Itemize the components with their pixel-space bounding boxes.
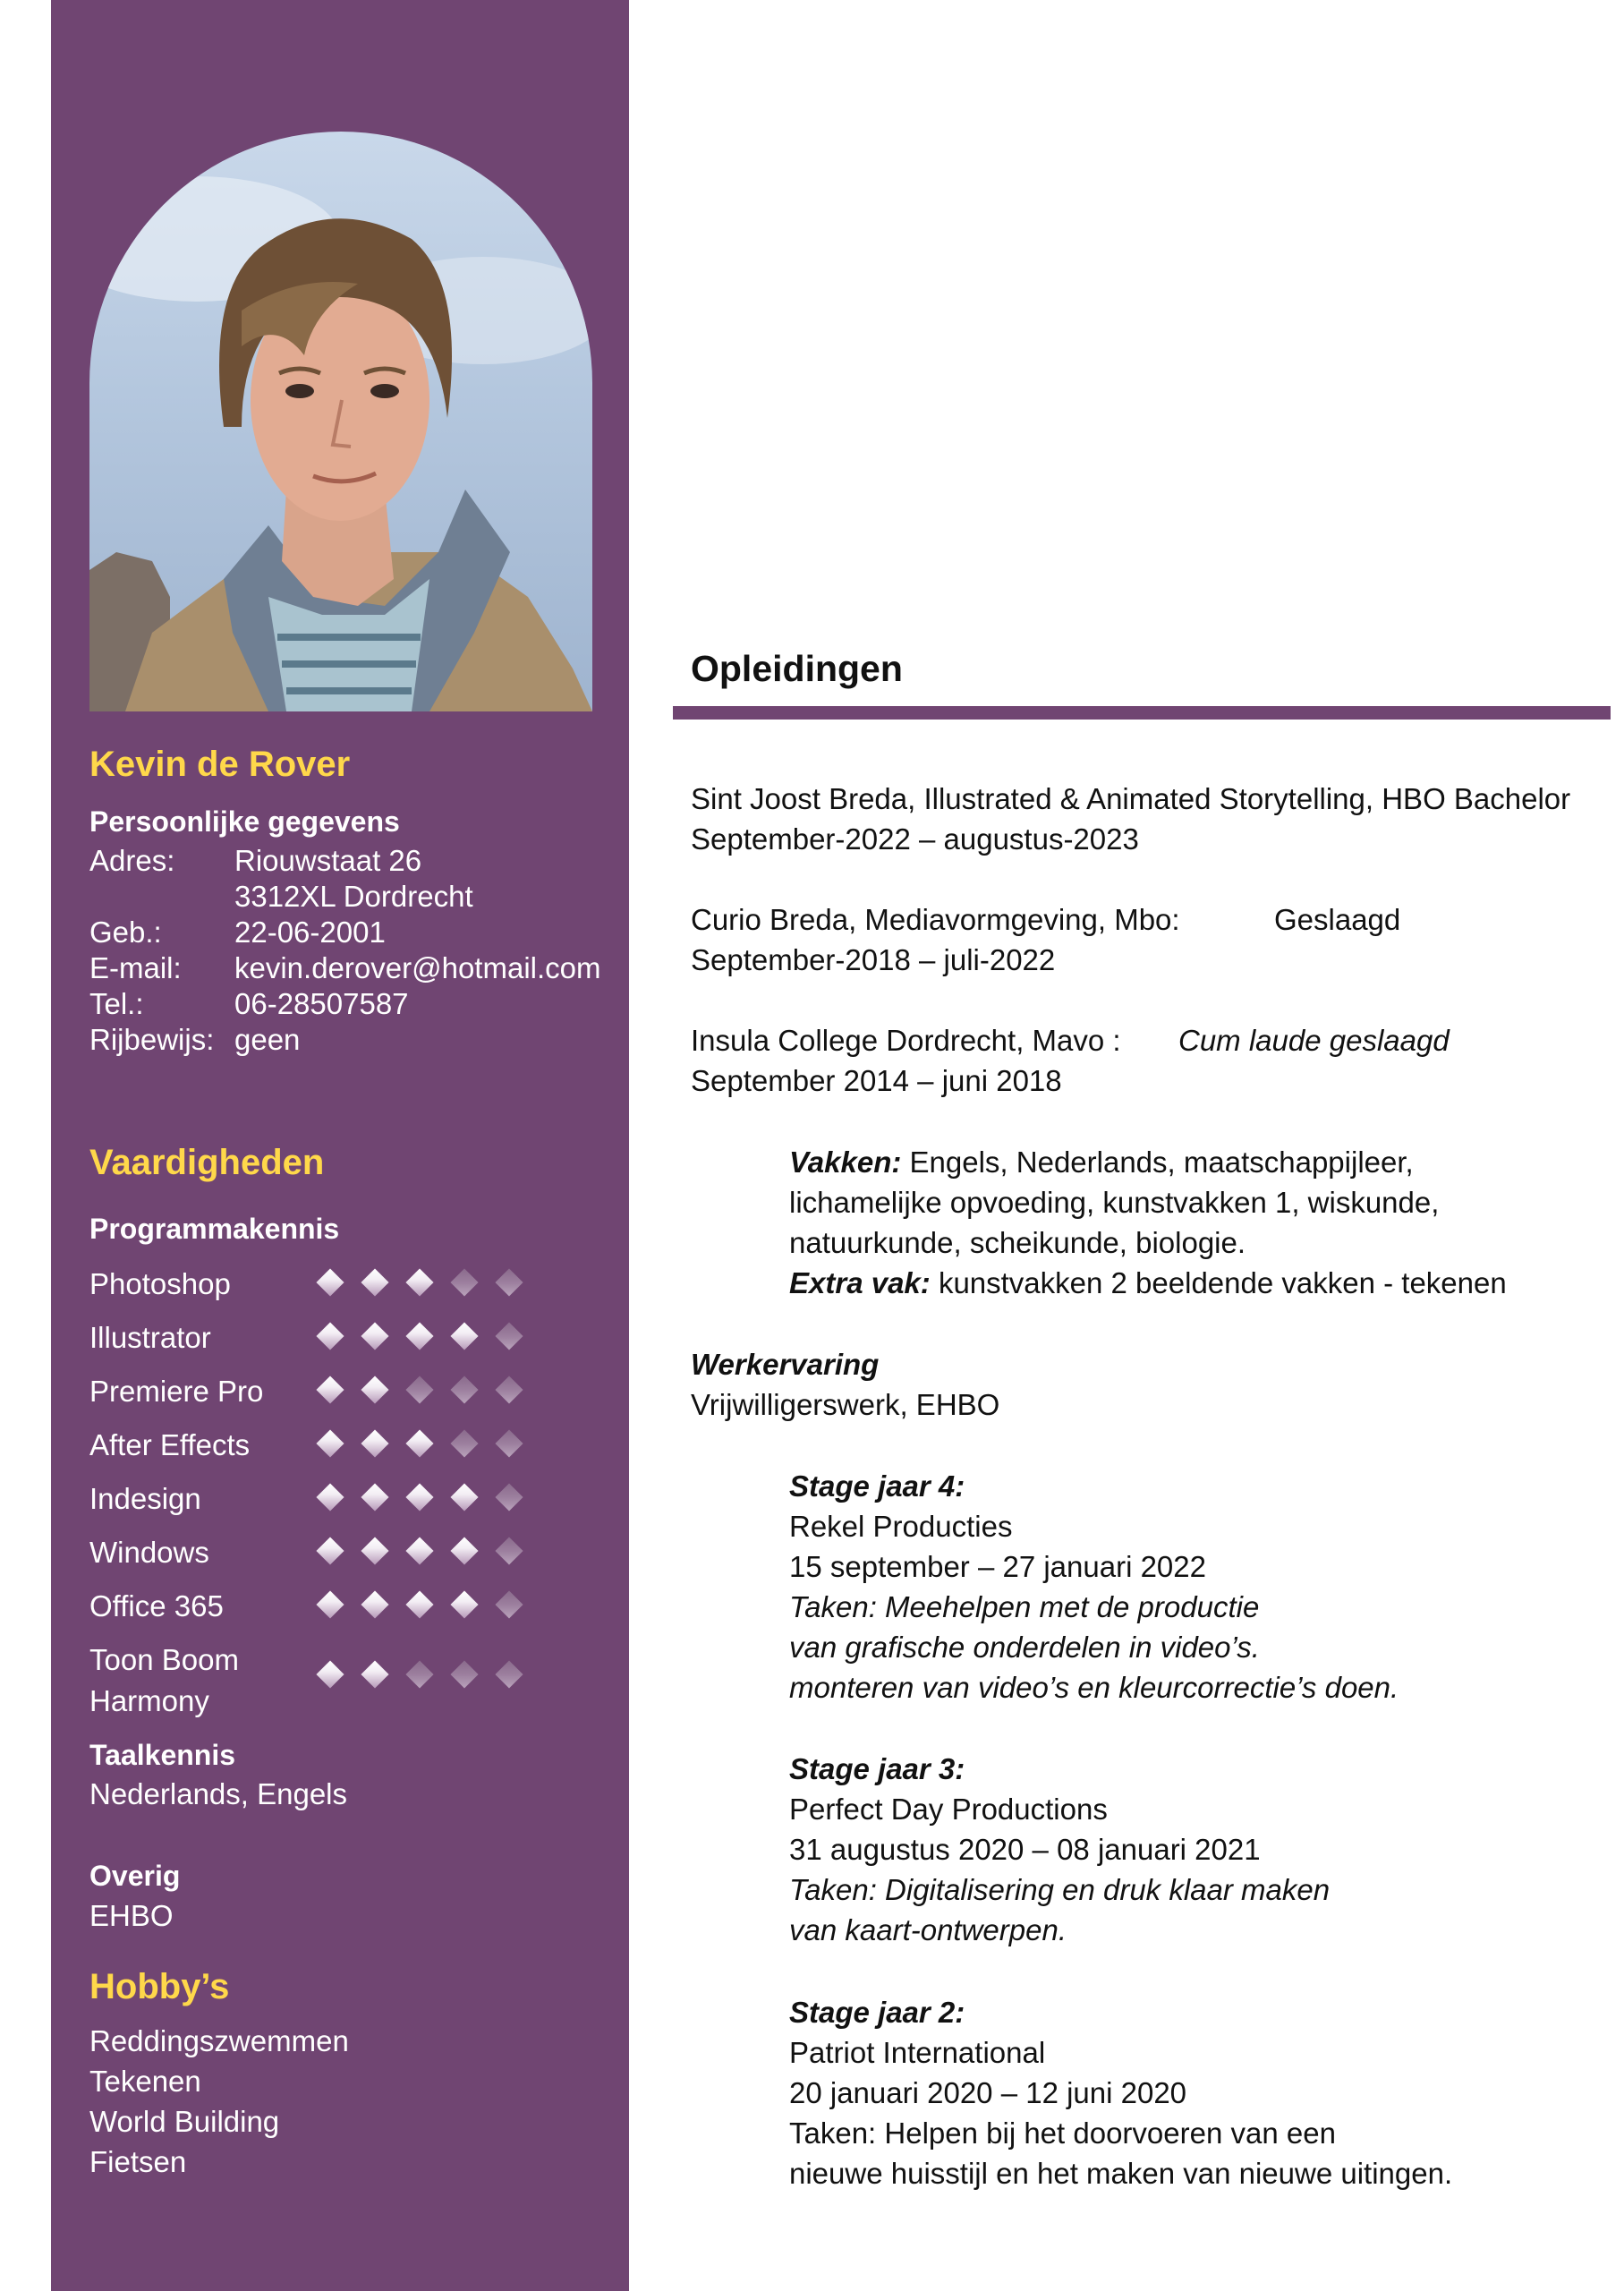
education-entry-2-result: Geslaagd — [1274, 903, 1401, 936]
extra-subject-text: kunstvakken 2 beeldende vakken - tekenen — [938, 1266, 1507, 1299]
education-heading: Opleidingen — [691, 648, 903, 689]
rating-diamond-filled — [316, 1483, 344, 1511]
internship-company: Patriot International — [789, 2036, 1046, 2069]
rating-diamond-empty — [450, 1375, 478, 1403]
rating-diamond-filled — [405, 1537, 433, 1564]
personal-details-heading: Persoonlijke gegevens — [89, 805, 400, 838]
rating-diamond-filled — [316, 1429, 344, 1457]
internship-task-line: Taken: Helpen bij het doorvoeren van een — [789, 2116, 1336, 2150]
license-label: Rijbewijs: — [89, 1023, 215, 1056]
subjects-line-2: lichamelijke opvoeding, kunstvakken 1, wiskunde, — [789, 1186, 1440, 1219]
internship-task-line: Taken: Meehelpen met de productie — [789, 1590, 1260, 1623]
education-entry-1-period: September-2022 – augustus-2023 — [691, 822, 1139, 856]
rating-diamond-filled — [361, 1483, 388, 1511]
skill-row — [89, 1532, 555, 1586]
hobby-item: Fietsen — [89, 2145, 187, 2178]
rating-diamond-filled — [405, 1483, 433, 1511]
skill-name: Photoshop — [89, 1267, 231, 1300]
hobbies-heading: Hobby’s — [89, 1967, 230, 2006]
rating-diamond-filled — [450, 1483, 478, 1511]
rating-diamond-filled — [316, 1590, 344, 1618]
rating-diamond-filled — [316, 1660, 344, 1688]
rating-diamond-filled — [316, 1537, 344, 1564]
internship-task-line: van kaart-ontwerpen. — [789, 1913, 1067, 1946]
rating-diamond-filled — [316, 1375, 344, 1403]
internship-task-line: nieuwe huisstijl en het maken van nieuwe uitingen. — [789, 2157, 1453, 2190]
address-row — [89, 843, 421, 879]
rating-diamond-filled — [405, 1322, 433, 1350]
education-entry-1-line1: Sint Joost Breda, Illustrated & Animated Storytelling, HBO Bachelor — [691, 782, 1571, 815]
skill-name: Toon Boom — [89, 1643, 239, 1676]
rating-diamond-empty — [405, 1375, 433, 1403]
rating-diamond-empty — [495, 1322, 523, 1350]
skill-row — [89, 1425, 555, 1478]
skill-name: After Effects — [89, 1428, 251, 1461]
rating-diamond-empty — [495, 1375, 523, 1403]
rating-diamond-filled — [361, 1322, 388, 1350]
skill-name: Premiere Pro — [89, 1375, 264, 1408]
rating-diamond-filled — [361, 1429, 388, 1457]
rating-diamond-empty — [450, 1429, 478, 1457]
license-row — [89, 1022, 300, 1058]
skill-row — [89, 1264, 555, 1317]
rating-diamond-filled — [316, 1268, 344, 1296]
subjects-label: Vakken: — [789, 1146, 902, 1179]
rating-diamond-empty — [495, 1483, 523, 1511]
rating-diamond-empty — [450, 1660, 478, 1688]
internship-title: Stage jaar 2: — [789, 1996, 965, 2029]
rating-diamond-filled — [361, 1537, 388, 1564]
hobby-item: Reddingszwemmen — [89, 2024, 349, 2057]
address-value: Riouwstaat 26 — [234, 844, 422, 877]
hobby-item: World Building — [89, 2105, 280, 2138]
education-entry-3-period: September 2014 – juni 2018 — [691, 1064, 1062, 1097]
rating-diamond-empty — [495, 1429, 523, 1457]
internship-period: 15 september – 27 januari 2022 — [789, 1550, 1206, 1583]
internship-company: Rekel Producties — [789, 1510, 1013, 1543]
skill-name-line2: Harmony — [89, 1684, 209, 1717]
address-row-2 — [89, 879, 473, 915]
extra-subject-line — [789, 1263, 1507, 1303]
rating-diamond-filled — [405, 1429, 433, 1457]
rating-diamond-empty — [495, 1590, 523, 1618]
skills-heading: Vaardigheden — [89, 1143, 325, 1182]
volunteer-work: Vrijwilligerswerk, EHBO — [691, 1388, 1000, 1421]
internship-title: Stage jaar 3: — [789, 1752, 965, 1785]
rating-diamond-filled — [450, 1590, 478, 1618]
rating-diamond-empty — [450, 1268, 478, 1296]
rating-diamond-empty — [405, 1660, 433, 1688]
rating-diamond-filled — [361, 1268, 388, 1296]
languages-heading: Taalkennis — [89, 1739, 236, 1771]
internship-company: Perfect Day Productions — [789, 1793, 1108, 1826]
skill-row — [89, 1317, 555, 1371]
internship-title: Stage jaar 4: — [789, 1469, 965, 1503]
rating-diamond-filled — [405, 1268, 433, 1296]
license-value: geen — [234, 1023, 301, 1056]
rating-diamond-empty — [495, 1537, 523, 1564]
internship-task-line: monteren van video’s en kleurcorrectie’s doen. — [789, 1671, 1399, 1704]
rating-diamond-filled — [361, 1590, 388, 1618]
internship-period: 31 augustus 2020 – 08 januari 2021 — [789, 1833, 1261, 1866]
address-label: Adres: — [89, 844, 175, 877]
internship-task-line: van grafische onderdelen in video’s. — [789, 1631, 1260, 1664]
rating-diamond-empty — [495, 1268, 523, 1296]
skill-name: Indesign — [89, 1482, 201, 1515]
languages-value: Nederlands, Engels — [89, 1777, 348, 1810]
email-label: E-mail: — [89, 951, 182, 984]
skill-name: Office 365 — [89, 1589, 224, 1622]
skill-name: Illustrator — [89, 1321, 211, 1354]
subjects-line-3: natuurkunde, scheikunde, biologie. — [789, 1226, 1246, 1259]
education-entry-3-result: Cum laude geslaagd — [1178, 1024, 1450, 1057]
education-entry-2-period: September-2018 – juli-2022 — [691, 943, 1056, 976]
other-value: EHBO — [89, 1899, 174, 1932]
address-value-2: 3312XL Dordrecht — [234, 880, 473, 913]
phone-label: Tel.: — [89, 987, 144, 1020]
subjects-line-1 — [789, 1142, 1414, 1182]
hobby-item: Tekenen — [89, 2065, 201, 2098]
email-value: kevin.derover@hotmail.com — [234, 951, 601, 984]
phone-value: 06-28507587 — [234, 987, 409, 1020]
education-entry-2-line1: Curio Breda, Mediavormgeving, Mbo: — [691, 903, 1180, 936]
rating-diamond-filled — [361, 1660, 388, 1688]
birthdate-label: Geb.: — [89, 916, 162, 949]
skill-row — [89, 1639, 555, 1722]
section-divider — [673, 706, 1611, 720]
skill-row — [89, 1586, 555, 1639]
subjects-text-1: Engels, Nederlands, maatschappijleer, — [909, 1146, 1414, 1179]
rating-diamond-filled — [405, 1590, 433, 1618]
birthdate-value: 22-06-2001 — [234, 916, 386, 949]
profile-photo — [89, 132, 592, 711]
rating-diamond-filled — [316, 1322, 344, 1350]
internship-task-line: Taken: Digitalisering en druk klaar maken — [789, 1873, 1331, 1906]
rating-diamond-filled — [361, 1375, 388, 1403]
person-name: Kevin de Rover — [89, 745, 351, 784]
skill-row — [89, 1478, 555, 1532]
programs-heading: Programmakennis — [89, 1213, 340, 1245]
extra-subject-label: Extra vak: — [789, 1266, 931, 1299]
work-heading: Werkervaring — [691, 1348, 880, 1381]
email-row — [89, 950, 601, 986]
rating-diamond-filled — [450, 1537, 478, 1564]
phone-row — [89, 986, 409, 1022]
rating-diamond-filled — [450, 1322, 478, 1350]
rating-diamond-empty — [495, 1660, 523, 1688]
skill-name: Windows — [89, 1536, 209, 1569]
birthdate-row — [89, 915, 386, 950]
internship-period: 20 januari 2020 – 12 juni 2020 — [789, 2076, 1187, 2109]
skill-row — [89, 1371, 555, 1425]
other-heading: Overig — [89, 1860, 181, 1892]
education-entry-3-line1: Insula College Dordrecht, Mavo : — [691, 1024, 1121, 1057]
